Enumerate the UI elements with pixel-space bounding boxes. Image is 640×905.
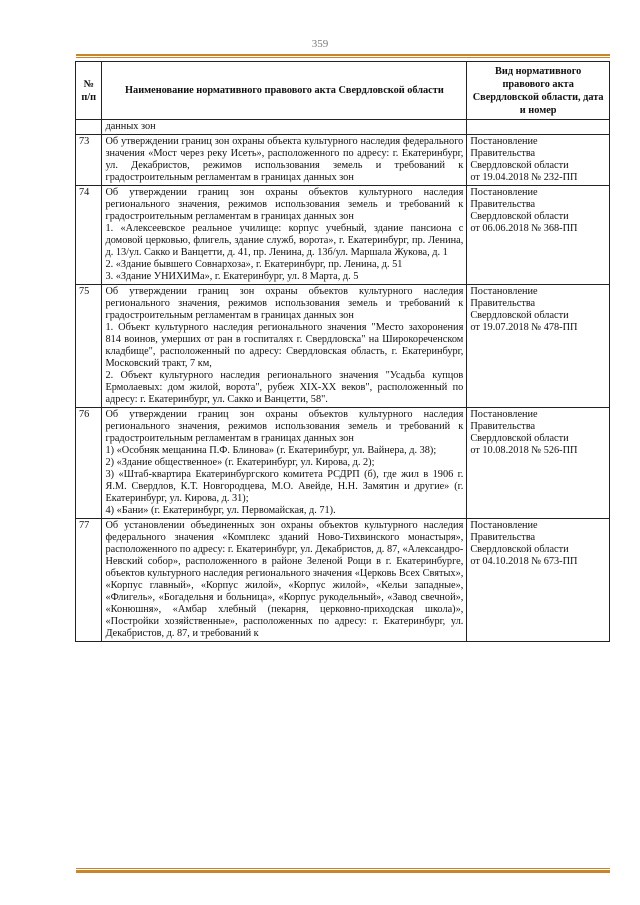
- footer-rule: [76, 870, 610, 873]
- act-reference: [467, 135, 610, 186]
- row-number: 74: [76, 186, 102, 285]
- page-number: 359: [311, 38, 329, 50]
- continuation-text: данных зон: [102, 120, 467, 135]
- act-reference-line: Правительства: [470, 199, 536, 210]
- act-reference-line: Постановление: [470, 286, 538, 297]
- act-item: 2) «Здание общественное» (г. Екатеринбург, ул. Кирова, д. 2);: [105, 457, 375, 468]
- table-row: [76, 408, 610, 519]
- act-item: 2. «Здание бывшего Совнархоза», г. Екатеринбург, пр. Ленина, д. 51: [105, 259, 403, 270]
- act-reference-line: от 06.06.2018 № 368-ПП: [470, 223, 578, 234]
- act-item: 1) «Особняк мещанина П.Ф. Блинова» (г. Екатеринбург, ул. Вайнера, д. 38);: [105, 445, 437, 456]
- act-reference-line: Свердловской области: [470, 544, 569, 555]
- table-header-row: [76, 62, 610, 120]
- act-reference-line: Свердловской области: [470, 433, 569, 444]
- header-rule-thin: [76, 57, 610, 58]
- table-row: [76, 186, 610, 285]
- table-row: [76, 285, 610, 408]
- act-item: 1. Объект культурного наследия регионального значения "Место захоронения 814 воинов, умерших от ран в госпиталях г. Свердловска" на Широкореченском кладбище", расположенный по адресу: Свердловская область, г. Екатеринбург, Московский тракт, 7 км,: [105, 322, 464, 369]
- row-number: 77: [76, 519, 102, 642]
- act-reference: [467, 285, 610, 408]
- act-reference-line: Правительства: [470, 532, 536, 543]
- act-reference-line: от 04.10.2018 № 673-ПП: [470, 556, 578, 567]
- act-reference-line: от 19.07.2018 № 478-ПП: [470, 322, 578, 333]
- act-reference-line: Свердловской области: [470, 160, 569, 171]
- act-reference-line: от 10.08.2018 № 526-ПП: [470, 445, 578, 456]
- act-reference-line: Постановление: [470, 187, 538, 198]
- act-name: [102, 135, 467, 186]
- act-reference-line: Постановление: [470, 520, 538, 531]
- table-row: [76, 135, 610, 186]
- act-title: Об утверждении границ зон охраны объектов культурного наследия регионального значения, режимов использования земель и требований к градостроительным регламентам в границах данных зон: [105, 187, 464, 222]
- table-row: [76, 519, 610, 642]
- act-title: Об утверждении границ зон охраны объекта культурного наследия федерального значения «Мост через реку Исеть», расположенного по адресу: г. Екатеринбург, ул. Декабристов, режимов использования земель и требований к градостроительным регламентам в границах данных зон: [105, 136, 464, 183]
- act-reference-line: Правительства: [470, 298, 536, 309]
- act-reference-line: Свердловской области: [470, 310, 569, 321]
- act-item: 3) «Штаб-квартира Екатеринбургского комитета РСДРП (б), где жил в 1906 г. Я.М. Свердлов, К.Т. Новгородцева, М.О. Авейде, Н.Н. Замятин и другие» (г. Екатеринбург, ул. Кирова, д. 31);: [105, 469, 464, 504]
- act-item: 2. Объект культурного наследия регионального значения "Усадьба купцов Ермолаевых: дом жилой, ворота", рубеж XIX-XX веков", расположенный по адресу: г. Екатеринбург, ул. Сакко и Ванцетти, 58".: [105, 370, 464, 405]
- act-title: Об утверждении границ зон охраны объектов культурного наследия регионального значения, режимов использования земель и требований к градостроительным регламентам в границах данных зон: [105, 409, 464, 444]
- row-number: 75: [76, 285, 102, 408]
- act-name: [102, 186, 467, 285]
- act-title: Об утверждении границ зон охраны объектов культурного наследия регионального значения, режимов использования земель и требований к градостроительным регламентам в границах данных зон: [105, 286, 464, 321]
- act-reference-line: Постановление: [470, 409, 538, 420]
- legal-acts-table: [75, 61, 610, 642]
- act-title: Об установлении объединенных зон охраны объектов культурного наследия федерального значения «Комплекс зданий Ново-Тихвинского монастыря», расположенного по адресу: г. Екатеринбург, ул. Декабристов, д. 87, «Александро-Невский собор», расположенного в районе Зеленой Рощи в г. Екатеринбурге, объектов культурного наследия регионального значения «Церковь Всех Святых», «Корпус главный», «Корпус жилой», «Корпус жилой», «Кельи западные», «Флигель», «Богадельня и больница», «Корпус рукодельный», «Завод свечной», «Конюшня», «Амбар хлебный (пекарня, церковно-приходская школа)», «Постройки хозяйственные», расположенных по адресу: г. Екатеринбург, ул. Декабристов, д. 87, и требований к: [105, 520, 464, 639]
- act-name: [102, 285, 467, 408]
- act-reference-line: от 19.04.2018 № 232-ПП: [470, 172, 578, 183]
- act-name: [102, 408, 467, 519]
- act-item: 4) «Бани» (г. Екатеринбург, ул. Первомайская, д. 71).: [105, 505, 336, 516]
- continuation-row: [76, 120, 610, 135]
- act-reference: [467, 408, 610, 519]
- act-reference: [467, 186, 610, 285]
- row-number: 76: [76, 408, 102, 519]
- act-name: [102, 519, 467, 642]
- act-item: 1. «Алексеевское реальное училище: корпус учебный, здание пансиона с домовой церковью, флигель, здание служб, ворота», г. Екатеринбург, пр. Ленина, д. 13/ул. Сакко и Ванцетти, д. 41, пр. Ленина, д. 13б/ул. Маршала Жукова, д. 1: [105, 223, 464, 258]
- act-item: 3. «Здание УНИХИМа», г. Екатеринбург, ул. 8 Марта, д. 5: [105, 271, 359, 282]
- act-reference-line: Правительства: [470, 421, 536, 432]
- act-reference: [467, 519, 610, 642]
- act-reference-line: Правительства: [470, 148, 536, 159]
- row-number: 73: [76, 135, 102, 186]
- header-act-name: Наименование нормативного правового акта Свердловской области: [102, 62, 467, 120]
- header-act-type: Вид нормативного правового акта Свердловской области, дата и номер: [467, 62, 610, 120]
- footer-rule-thin: [76, 868, 610, 869]
- header-num: № п/п: [76, 62, 102, 120]
- act-reference-line: Свердловской области: [470, 211, 569, 222]
- header-rule: [76, 54, 610, 56]
- act-reference-line: Постановление: [470, 136, 538, 147]
